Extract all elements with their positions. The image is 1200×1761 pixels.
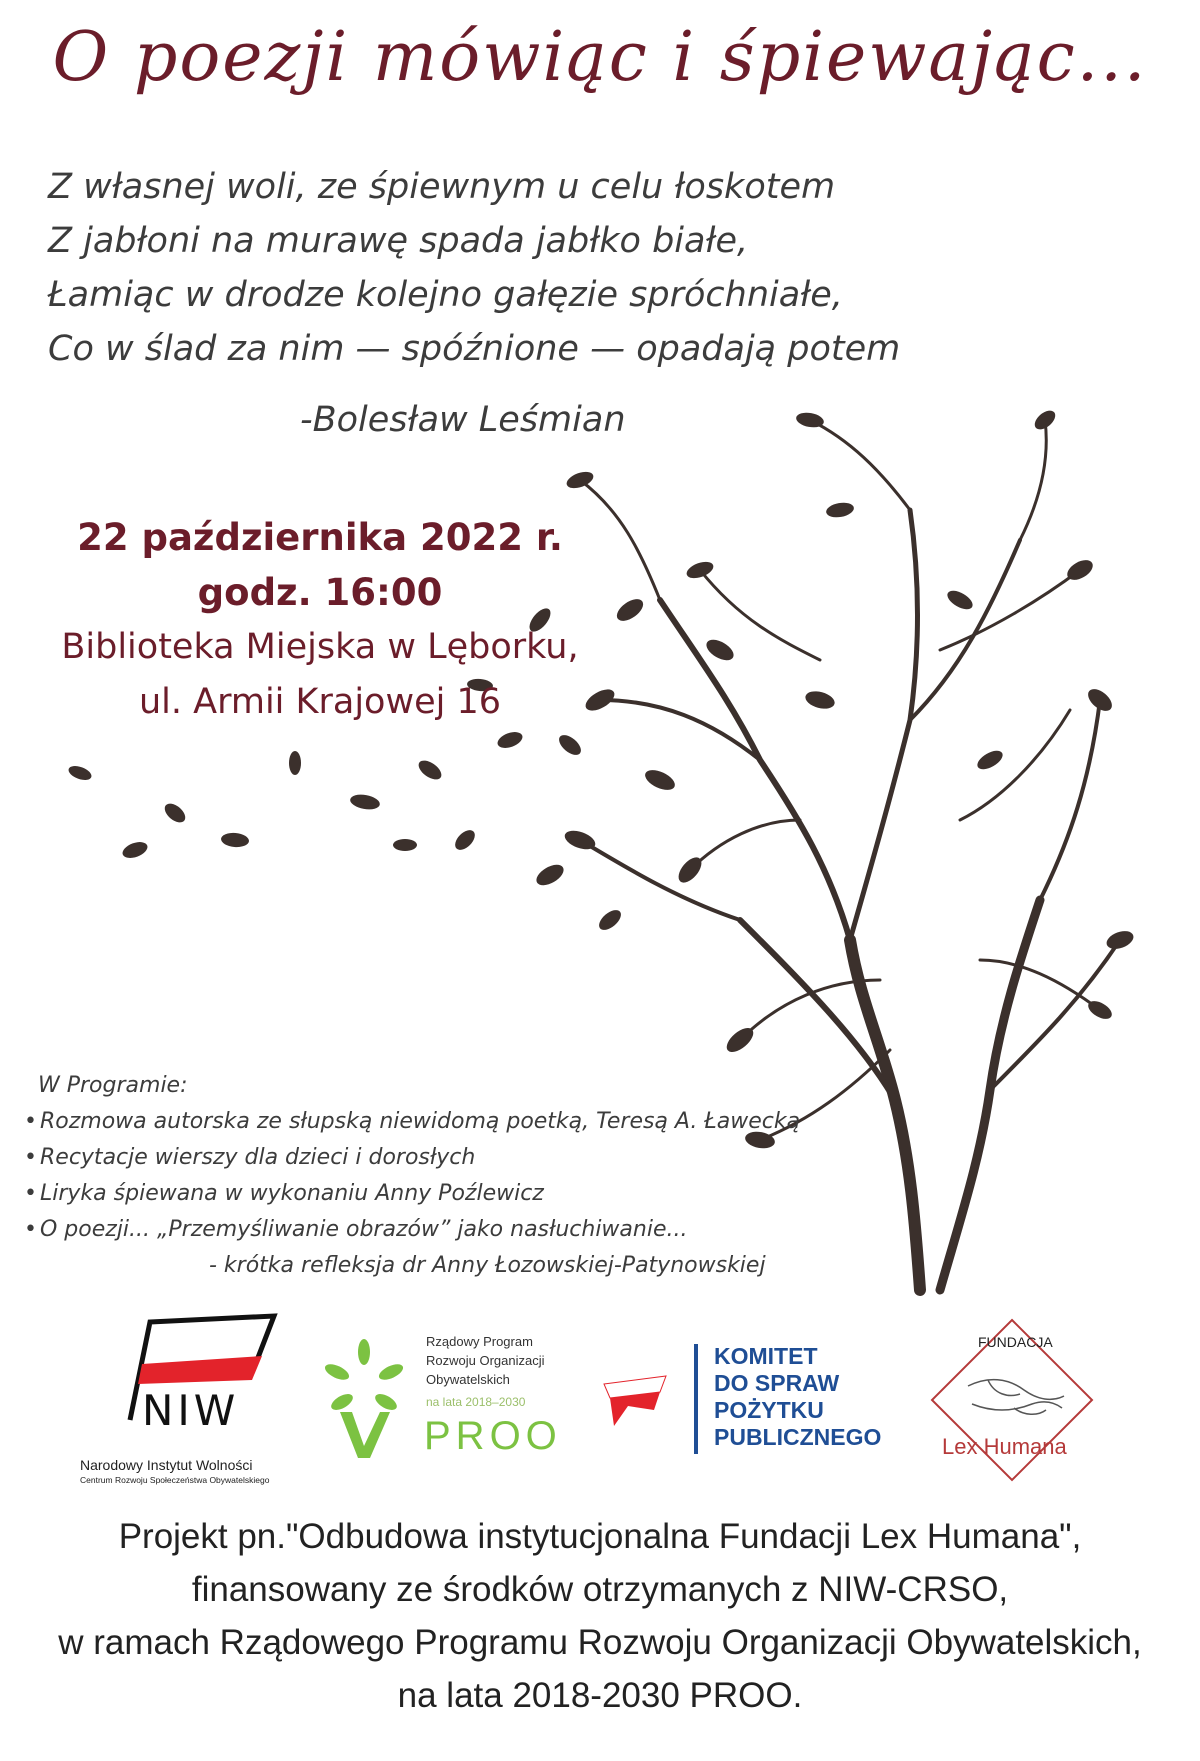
komitet-line: PUBLICZNEGO <box>714 1424 882 1450</box>
proo-text-line: Rządowy Program <box>426 1334 533 1349</box>
sponsor-logos <box>0 1310 1200 1490</box>
polish-flag-icon <box>600 1370 672 1430</box>
komitet-line: POŻYTKU <box>714 1397 824 1423</box>
event-street: ul. Armii Krajowej 16 <box>138 682 501 722</box>
event-info <box>20 510 620 730</box>
lex-humana-name: Lex Humana <box>942 1434 1067 1459</box>
list-item <box>24 1176 924 1212</box>
event-time: godz. 16:00 <box>197 571 443 614</box>
page-title: O poezji mówiąc i śpiewając... <box>52 18 1148 97</box>
footer-line: finansowany ze środków otrzymanych z NIW-CRSO, <box>191 1570 1009 1609</box>
poem-line: Łamiąc w drodze kolejno gałęzie spróchniałe, <box>48 275 843 315</box>
list-item <box>24 1212 924 1248</box>
footer-line: Projekt pn."Odbudowa instytucjonalna Fundacji Lex Humana", <box>118 1517 1082 1556</box>
program-title: W Programie: <box>38 1073 188 1098</box>
poem-author: -Bolesław Leśmian <box>300 400 626 440</box>
bullet-icon: • <box>24 1217 37 1242</box>
program-item-text: Rozmowa autorska ze słupską niewidomą poetką, Teresą A. Ławecką <box>40 1109 801 1134</box>
program-item-text: Liryka śpiewana w wykonaniu Anny Poźlewicz <box>40 1181 544 1206</box>
poem <box>48 160 1048 376</box>
program-subnote: - krótka refleksja dr Anny Łozowskiej-Patynowskiej <box>209 1253 766 1278</box>
poem-line: Co w ślad za nim — spóźnione — opadają potem <box>48 329 901 369</box>
proo-text-line: Obywatelskich <box>426 1372 510 1387</box>
footer-line: w ramach Rządowego Programu Rozwoju Organizacji Obywatelskich, <box>58 1623 1142 1662</box>
program-item-text: O poezji... „Przemyśliwanie obrazów” jako nasłuchiwanie... <box>40 1217 688 1242</box>
list-item <box>24 1140 924 1176</box>
proo-text <box>426 1332 545 1389</box>
event-place: Biblioteka Miejska w Lęborku, <box>61 627 579 667</box>
proo-text-line: Rozwoju Organizacji <box>426 1353 545 1368</box>
poem-line: Z jabłoni na murawę spada jabłko białe, <box>48 221 749 261</box>
komitet-line: DO SPRAW <box>714 1370 840 1396</box>
komitet-text <box>714 1343 881 1451</box>
poem-line: Z własnej woli, ze śpiewnym u celu łoskotem <box>48 167 836 207</box>
proo-name: PROO <box>424 1414 562 1458</box>
bullet-icon: • <box>24 1145 37 1170</box>
bullet-icon: • <box>24 1181 37 1206</box>
footer <box>0 1510 1200 1722</box>
list-item <box>24 1104 924 1140</box>
bullet-icon: • <box>24 1109 37 1134</box>
event-date: 22 października 2022 r. <box>77 516 563 559</box>
niw-subtitle: Centrum Rozwoju Społeczeństwa Obywatelskiego <box>80 1475 270 1485</box>
proo-flower-icon <box>322 1338 406 1462</box>
komitet-line: KOMITET <box>714 1343 818 1369</box>
proo-years: na lata 2018–2030 <box>426 1395 526 1409</box>
program-section <box>24 1068 924 1284</box>
komitet-divider <box>694 1344 698 1454</box>
program-item-text: Recytacje wierszy dla dzieci i dorosłych <box>40 1145 476 1170</box>
footer-line: na lata 2018-2030 PROO. <box>397 1676 803 1715</box>
niw-mark: NIW <box>142 1386 240 1435</box>
niw-name: Narodowy Instytut Wolności <box>80 1457 253 1473</box>
lex-humana-top: FUNDACJA <box>978 1334 1053 1350</box>
